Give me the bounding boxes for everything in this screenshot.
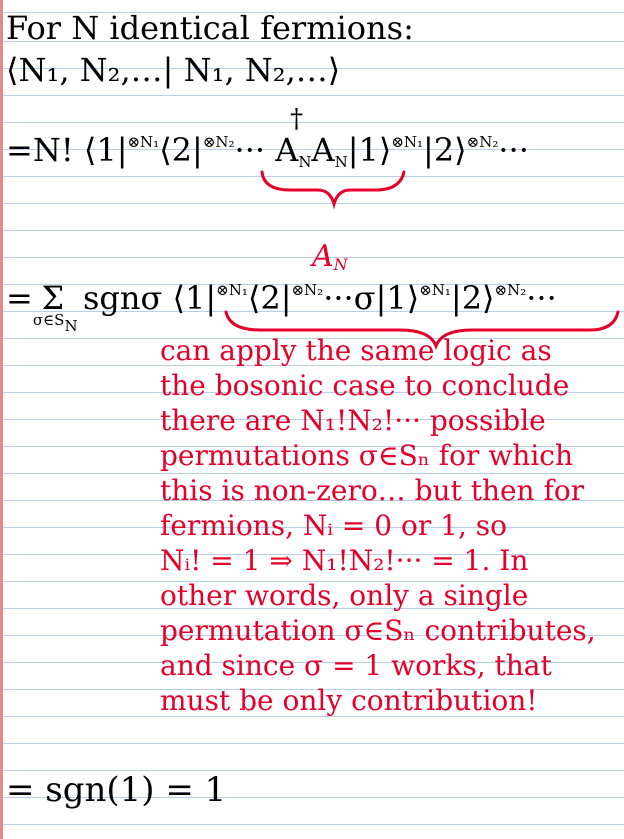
- l4-sup1: ⊗N₁: [216, 281, 248, 299]
- brace-label-main: A: [312, 239, 334, 274]
- final-result-line: = sgn(1) = 1: [6, 770, 227, 810]
- l3-mid1: ⟨2|: [159, 131, 203, 169]
- sum-operator: [32, 278, 78, 335]
- annotation-line: this is non-zero… but then for: [160, 474, 585, 507]
- l4-sup3: ⊗N₁: [419, 281, 451, 299]
- sum-limit-text: σ∈S: [32, 311, 65, 329]
- l3-sup3: ⊗N₁: [391, 133, 424, 151]
- annotation-line: must be only contribution!: [160, 684, 538, 717]
- sum-line: [6, 270, 557, 335]
- l4-mid2: ···σ|1⟩: [323, 279, 420, 317]
- l4-mid3: |2⟩: [450, 279, 495, 317]
- sum-limit-sub: N: [64, 317, 78, 335]
- l3-mid5: |2⟩: [423, 131, 467, 169]
- annotation-line: other words, only a single: [160, 579, 529, 612]
- annotation-line: Nᵢ! = 1 ⇒ N₁!N₂!··· = 1. In: [160, 544, 529, 577]
- l3-sub-n: N: [334, 153, 348, 171]
- annotation-line: can apply the same logic as: [160, 334, 552, 367]
- sum-sign: Σ: [41, 279, 65, 317]
- l3-mid3: A: [311, 131, 335, 169]
- l3-sup2: ⊗N₂: [202, 133, 235, 151]
- annotation-line: and since σ = 1 works, that: [160, 649, 552, 682]
- annotation-line: there are N₁!N₂!··· possible: [160, 404, 546, 437]
- dagger-symbol: †: [290, 104, 303, 134]
- l4-prefix: =: [6, 279, 33, 317]
- annotation-line: permutations σ∈Sₙ for which: [160, 439, 573, 472]
- annotation-line: fermions, Nᵢ = 0 or 1, so: [160, 509, 507, 542]
- l3-tail: ···: [498, 131, 529, 169]
- inner-product-line: ⟨N₁, N₂,…| N₁, N₂,…⟩: [6, 51, 341, 89]
- l4-sup2: ⊗N₂: [291, 281, 324, 299]
- l4-mid1: ⟨2|: [247, 279, 292, 317]
- l3-sup1: ⊗N₁: [127, 133, 160, 151]
- annotation-line: the bosonic case to conclude: [160, 369, 570, 402]
- l3-mid4: |1⟩: [347, 131, 392, 169]
- l4-sgn: sgnσ ⟨1|: [72, 279, 217, 317]
- l3-sub-dag: N: [298, 153, 312, 171]
- l4-sup4: ⊗N₂: [494, 281, 527, 299]
- l4-tail: ···: [526, 279, 557, 317]
- heading-line: For N identical fermions:: [6, 9, 414, 47]
- l3-prefix: =N! ⟨1|: [6, 131, 128, 169]
- sum-limit: [33, 312, 83, 334]
- annotation-line: permutation σ∈Sₙ contributes,: [160, 614, 596, 647]
- antisymmetrizer-brace: [262, 172, 404, 204]
- brace-label-sub: N: [333, 255, 348, 274]
- l3-sup4: ⊗N₂: [466, 133, 499, 151]
- l3-mid2: ··· A: [234, 131, 299, 169]
